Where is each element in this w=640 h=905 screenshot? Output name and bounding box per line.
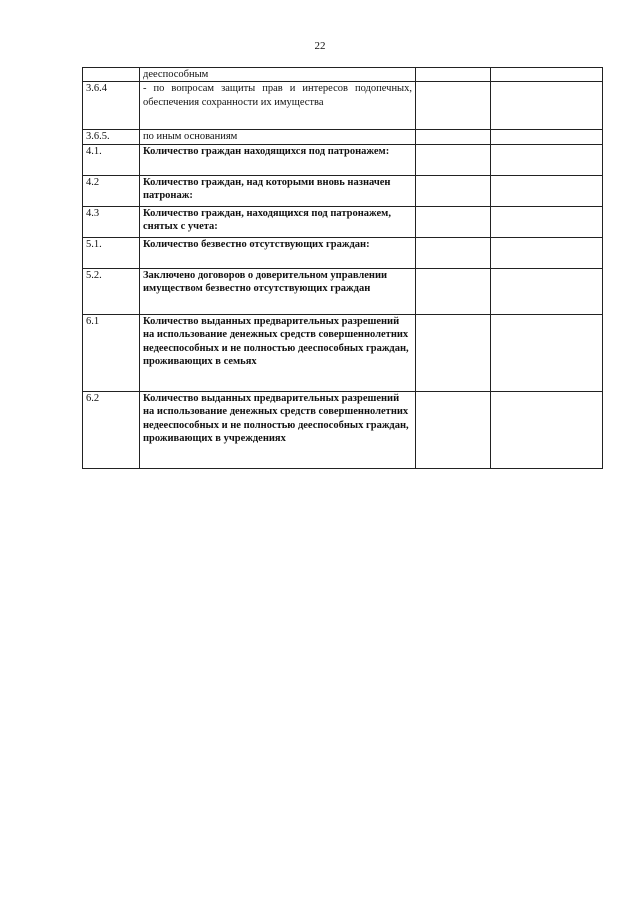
value-cell — [491, 237, 603, 268]
value-cell — [416, 268, 491, 314]
value-cell — [491, 68, 603, 82]
value-cell — [491, 130, 603, 144]
row-number: 4.2 — [83, 175, 140, 206]
value-cell — [491, 314, 603, 391]
row-number: 6.2 — [83, 391, 140, 468]
value-cell — [416, 144, 491, 175]
row-description: дееспособным — [140, 68, 416, 82]
report-table — [82, 67, 603, 469]
row-number: 6.1 — [83, 314, 140, 391]
row-description: - по вопросам защиты прав и интересов подопечных, обеспечения сохранности их имущества — [140, 82, 416, 130]
table-row — [83, 268, 603, 314]
table-row — [83, 314, 603, 391]
table-row — [83, 206, 603, 237]
row-number: 4.1. — [83, 144, 140, 175]
value-cell — [416, 206, 491, 237]
value-cell — [491, 268, 603, 314]
table-row — [83, 68, 603, 82]
row-description: Количество граждан находящихся под патронажем: — [140, 144, 416, 175]
table-row — [83, 237, 603, 268]
page-number: 22 — [314, 40, 326, 52]
row-description: Количество граждан, над которыми вновь назначен патронаж: — [140, 175, 416, 206]
value-cell — [416, 130, 491, 144]
row-number: 5.1. — [83, 237, 140, 268]
row-description: по иным основаниям — [140, 130, 416, 144]
row-number: 3.6.4 — [83, 82, 140, 130]
table-row — [83, 82, 603, 130]
row-description: Заключено договоров о доверительном управлении имуществом безвестно отсутствующих граждан — [140, 268, 416, 314]
row-number: 5.2. — [83, 268, 140, 314]
table-row — [83, 391, 603, 468]
value-cell — [416, 68, 491, 82]
value-cell — [491, 144, 603, 175]
value-cell — [416, 82, 491, 130]
row-description: Количество выданных предварительных разрешений на использование денежных средств совершеннолетних недееспособных и не полностью дееспособных граждан, проживающих в семьях — [140, 314, 416, 391]
table-row — [83, 175, 603, 206]
value-cell — [416, 237, 491, 268]
table-row — [83, 144, 603, 175]
value-cell — [491, 175, 603, 206]
row-number — [83, 68, 140, 82]
value-cell — [416, 175, 491, 206]
row-description: Количество выданных предварительных разрешений на использование денежных средств совершеннолетних недееспособных и не полностью дееспособных граждан, проживающих в учреждениях — [140, 391, 416, 468]
row-description: Количество граждан, находящихся под патронажем, снятых с учета: — [140, 206, 416, 237]
row-number: 4.3 — [83, 206, 140, 237]
row-description: Количество безвестно отсутствующих граждан: — [140, 237, 416, 268]
table-row — [83, 130, 603, 144]
value-cell — [491, 82, 603, 130]
value-cell — [416, 391, 491, 468]
value-cell — [491, 391, 603, 468]
table-body — [83, 68, 603, 469]
row-number: 3.6.5. — [83, 130, 140, 144]
value-cell — [416, 314, 491, 391]
value-cell — [491, 206, 603, 237]
